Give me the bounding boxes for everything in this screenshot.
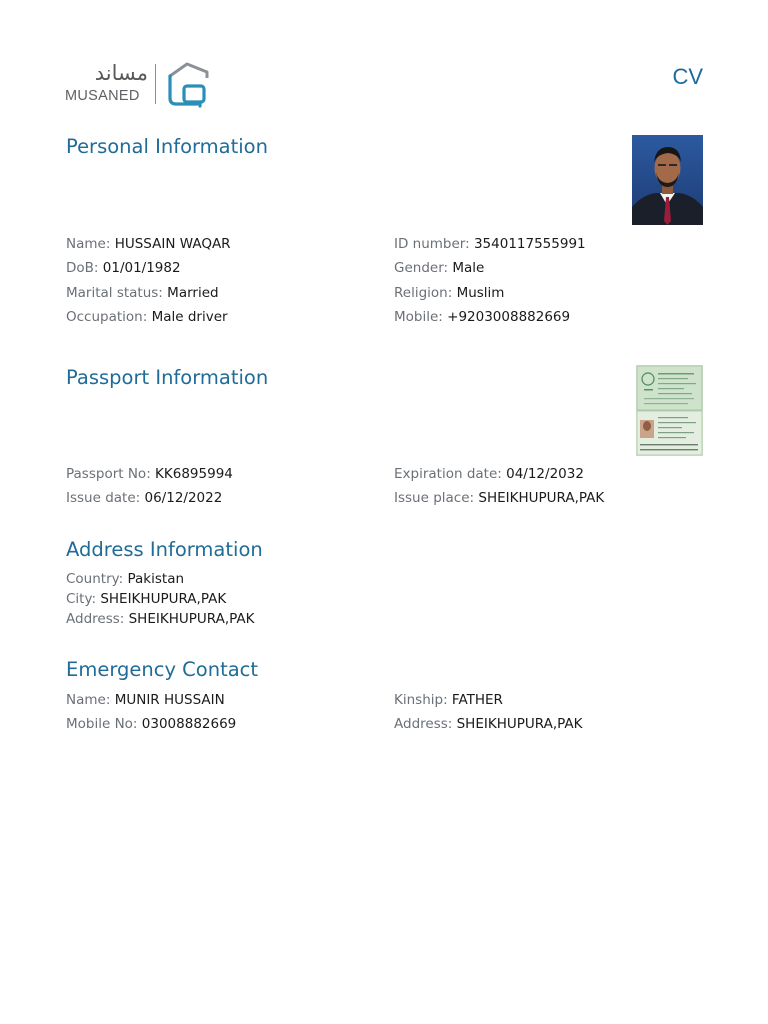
field-label: City:: [66, 591, 97, 607]
field-label: Address:: [66, 611, 125, 627]
passport-scan-image: [636, 365, 703, 456]
field-value: SHEIKHUPURA,PAK: [100, 591, 227, 607]
field-label: ID number:: [394, 236, 470, 252]
emergency-contact-heading: Emergency Contact: [66, 658, 259, 681]
address-address-field: [66, 610, 254, 628]
address-information-heading: Address Information: [66, 538, 263, 561]
cv-title: CV: [672, 64, 703, 89]
personal-mobile-field: [394, 308, 570, 326]
field-label: Marital status:: [66, 285, 163, 301]
field-label: Address:: [394, 716, 453, 732]
field-value: HUSSAIN WAQAR: [114, 236, 231, 252]
passport-information-heading: Passport Information: [66, 366, 269, 389]
passport-expiration-date-field: [394, 465, 584, 483]
field-label: Kinship:: [394, 692, 448, 708]
field-value: Muslim: [456, 285, 505, 301]
field-value: SHEIKHUPURA,PAK: [456, 716, 583, 732]
field-value: FATHER: [451, 692, 503, 708]
field-value: Pakistan: [127, 571, 185, 587]
address-country-field: [66, 570, 184, 588]
personal-information-heading: Personal Information: [66, 135, 268, 158]
field-value: MUNIR HUSSAIN: [114, 692, 225, 708]
passport-number-field: [66, 465, 233, 483]
field-value: +9203008882669: [447, 309, 571, 325]
field-label: Name:: [66, 692, 111, 708]
field-label: Issue date:: [66, 490, 141, 506]
field-label: DoB:: [66, 260, 99, 276]
field-value: 03008882669: [141, 716, 237, 732]
field-label: Occupation:: [66, 309, 148, 325]
personal-occupation-field: [66, 308, 228, 326]
logo-latin-text: MUSANED: [65, 88, 140, 104]
emergency-address-field: [394, 715, 582, 733]
field-label: Mobile No:: [66, 716, 138, 732]
logo-arabic-text: مساند: [94, 61, 148, 85]
field-value: 04/12/2032: [506, 466, 584, 482]
field-value: KK6895994: [155, 466, 233, 482]
emergency-name-field: [66, 691, 225, 709]
field-value: 06/12/2022: [144, 490, 223, 506]
passport-issue-date-field: [66, 489, 222, 507]
profile-photo: [632, 135, 703, 225]
personal-id-number-field: [394, 235, 586, 253]
personal-marital-status-field: [66, 284, 219, 302]
field-label: Mobile:: [394, 309, 443, 325]
emergency-mobile-field: [66, 715, 236, 733]
field-label: Expiration date:: [394, 466, 502, 482]
field-value: Male: [452, 260, 485, 276]
personal-name-field: [66, 235, 231, 253]
field-label: Country:: [66, 571, 124, 587]
logo-house-icon: [165, 60, 213, 108]
field-label: Religion:: [394, 285, 453, 301]
personal-gender-field: [394, 259, 484, 277]
personal-religion-field: [394, 284, 504, 302]
field-label: Issue place:: [394, 490, 475, 506]
field-value: 01/01/1982: [102, 260, 181, 276]
field-label: Name:: [66, 236, 111, 252]
field-value: 3540117555991: [473, 236, 586, 252]
musaned-logo: [64, 60, 214, 108]
field-value: Male driver: [151, 309, 228, 325]
emergency-kinship-field: [394, 691, 503, 709]
field-label: Gender:: [394, 260, 449, 276]
logo-divider: [155, 64, 156, 104]
personal-dob-field: [66, 259, 181, 277]
field-value: SHEIKHUPURA,PAK: [128, 611, 255, 627]
field-value: Married: [167, 285, 219, 301]
field-value: SHEIKHUPURA,PAK: [478, 490, 605, 506]
address-city-field: [66, 590, 226, 608]
passport-issue-place-field: [394, 489, 604, 507]
field-label: Passport No:: [66, 466, 151, 482]
